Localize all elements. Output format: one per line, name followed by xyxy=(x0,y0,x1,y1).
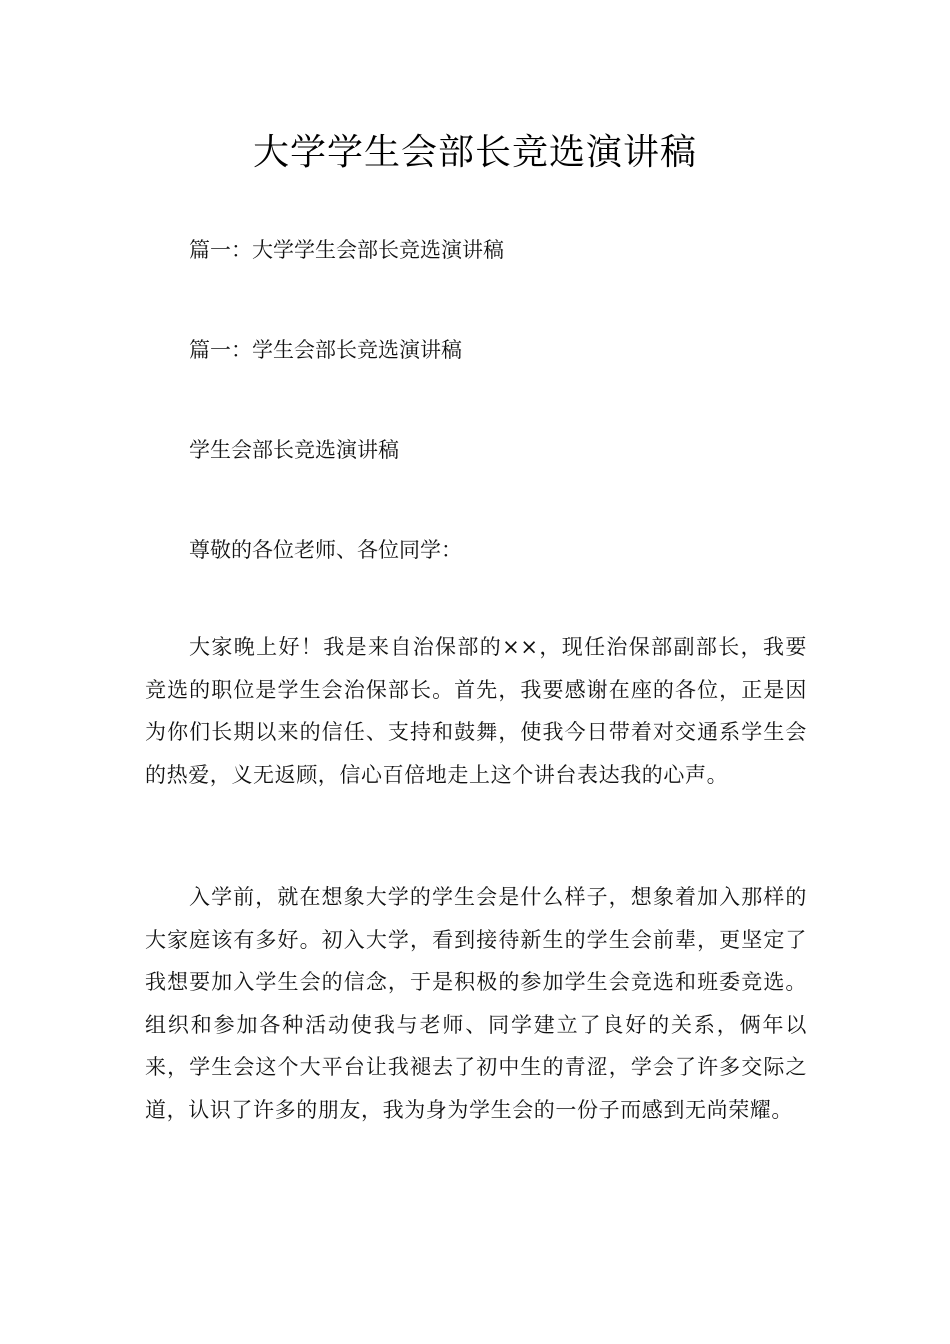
document-title: 大学学生会部长竞选演讲稿 xyxy=(252,132,697,173)
body-paragraph-1: 大家晚上好！我是来自治保部的××，现任治保部副部长，我要竞选的职位是学生会治保部长。首先，我要感谢在座的各位，正是因为你们长期以来的信任、支持和鼓舞，使我今日带着对交通系学生会的热爱，义无返顾，信心百倍地走上这个讲台表达我的心声。 xyxy=(145,635,807,787)
section-heading-2: 篇一：学生会部长竞选演讲稿 xyxy=(189,338,462,362)
section-heading-1: 篇一：大学学生会部长竞选演讲稿 xyxy=(189,238,504,262)
speech-title: 学生会部长竞选演讲稿 xyxy=(189,438,399,462)
body-paragraph-2: 入学前，就在想象大学的学生会是什么样子，想象着加入那样的大家庭该有多好。初入大学，看到接待新生的学生会前辈，更坚定了我想要加入学生会的信念，于是积极的参加学生会竞选和班委竞选。组织和参加各种活动使我与老师、同学建立了良好的关系，俩年以来，学生会这个大平台让我褪去了初中生的青涩，学会了许多交际之道，认识了许多的朋友，我为身为学生会的一份子而感到无尚荣耀。 xyxy=(145,885,807,1122)
salutation: 尊敬的各位老师、各位同学： xyxy=(189,538,462,562)
